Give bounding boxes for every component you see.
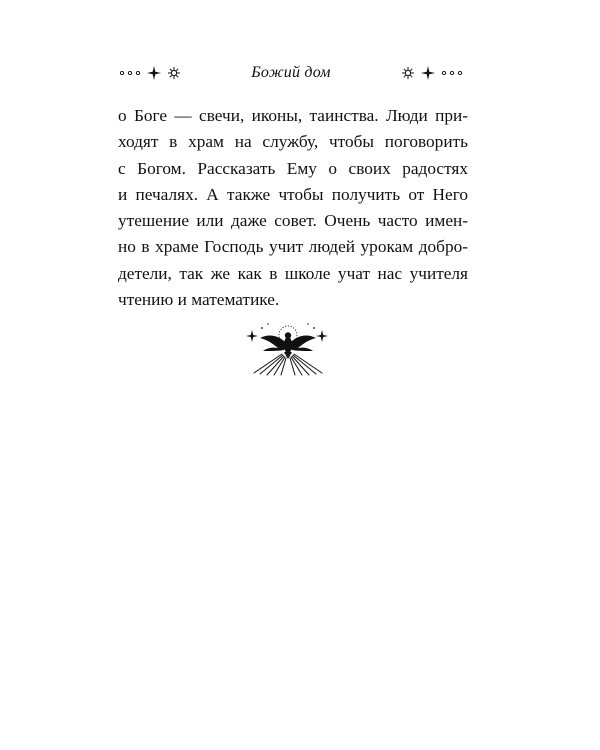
text-line: но в храме Господь учит людей урокам добро-: [118, 237, 468, 257]
text-line: с Богом. Рассказать Ему о своих радостях: [118, 158, 468, 178]
running-header: [118, 62, 464, 84]
running-header-title: Божий дом: [251, 64, 331, 81]
text-line: и печалях. А также чтобы получить от Него: [118, 184, 468, 204]
holy-spirit-dove-icon: [242, 318, 334, 376]
text-line: о Боге — свечи, иконы, таинства. Люди при-: [118, 106, 468, 125]
text-line: ходят в храм на службу, чтобы поговорить: [118, 132, 468, 152]
text-line: чтению и математике.: [118, 290, 280, 310]
body-paragraph: [118, 103, 468, 313]
star-cross-dots-ornament-icon: [394, 62, 464, 84]
text-line: утешение или даже совет. Очень часто имен-: [118, 211, 468, 231]
header-ornament-right: [394, 62, 464, 84]
text-line: детели, так же как в школе учат нас учителя: [118, 263, 468, 283]
end-vignette: [242, 318, 334, 376]
